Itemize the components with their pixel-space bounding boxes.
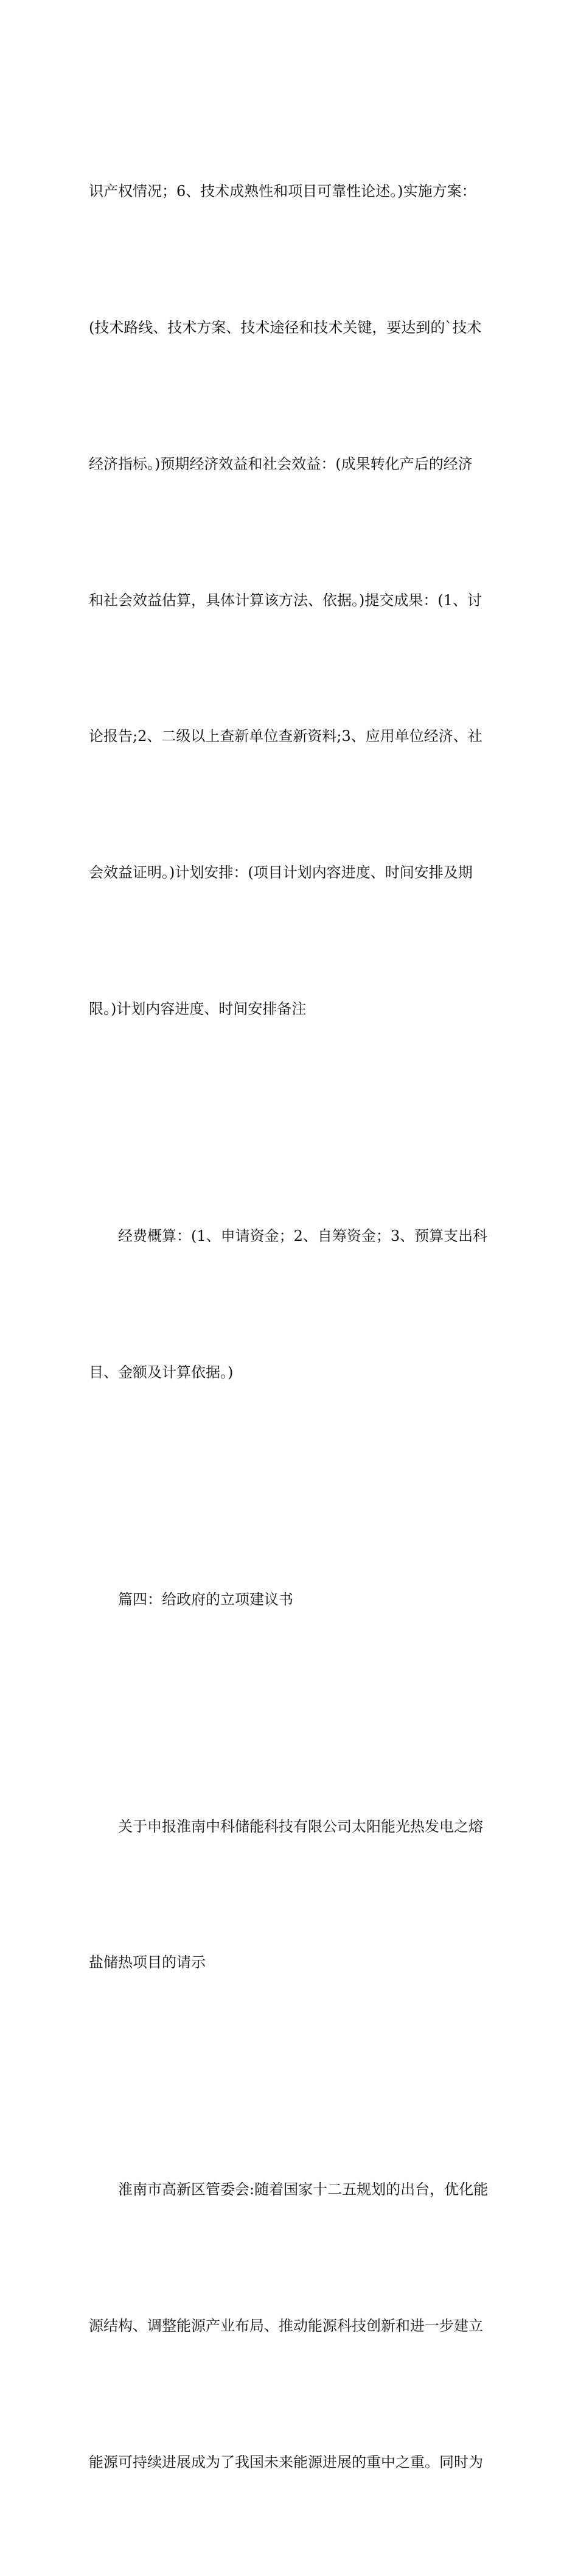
text-line: 关于申报淮南中科储能科技有限公司太阳能光热发电之熔 xyxy=(118,1817,483,1835)
section-heading xyxy=(89,1486,493,1713)
text-line: 源结构、调整能源产业布局、推动能源科技创新和进一步建立 xyxy=(89,2317,483,2335)
text-line: (技术路线、技术方案、技术途径和技术关键，要达到的`技术 xyxy=(89,318,482,336)
text-line: 淮南市高新区管委会:随着国家十二五规划的出台，优化能 xyxy=(118,2181,489,2199)
text-line: 识产权情况；6、技术成熟性和项目可靠性论述。)实施方案： xyxy=(89,183,476,200)
text-line: 能源可持续进展成为了我国未来能源进展的重中之重。同时为 xyxy=(89,2453,483,2471)
text-line: 会效益证明。)计划安排：(项目计划内容进度、时间安排及期 xyxy=(89,864,473,882)
text-line: 盐储热项目的请示 xyxy=(89,1954,206,1971)
paragraph-budget xyxy=(89,1123,493,1486)
text-line: 经费概算：(1、申请资金；2、自筹资金；3、预算支出科 xyxy=(118,1227,488,1244)
text-line: 和社会效益估算，具体计算该方法、依据。)提交成果：(1、讨 xyxy=(89,591,482,609)
document-body xyxy=(89,78,493,2576)
text-line: 限。)计划内容进度、时间安排备注 xyxy=(89,1000,307,1017)
text-line: 论报告;2、二级以上查新单位查新资料;3、应用单位经济、社 xyxy=(89,728,482,745)
paragraph-addressee xyxy=(89,2076,493,2576)
text-line: 篇四：给政府的立项建议书 xyxy=(118,1590,293,1608)
text-line: 经济指标。)预期经济效益和社会效益：(成果转化产后的经济 xyxy=(89,455,473,472)
paragraph-implementation xyxy=(89,78,493,1123)
text-line: 目、金额及计算依据。) xyxy=(89,1363,234,1381)
request-title xyxy=(89,1713,493,2076)
